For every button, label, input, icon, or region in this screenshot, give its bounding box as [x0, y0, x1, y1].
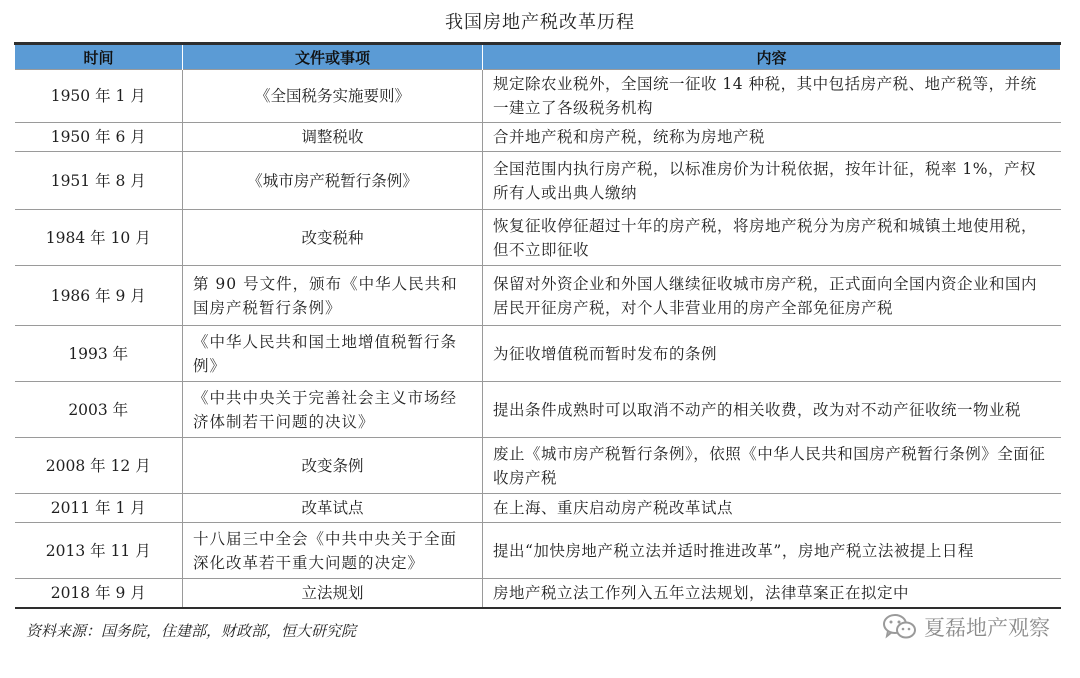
cell-time: 2013 年 11 月	[15, 523, 183, 579]
table-row	[15, 326, 1061, 382]
cell-content: 提出“加快房地产税立法并适时推进改革”，房地产税立法被提上日程	[483, 523, 1061, 579]
cell-content: 房地产税立法工作列入五年立法规划，法律草案正在拟定中	[483, 579, 1061, 609]
cell-time: 1950 年 6 月	[15, 123, 183, 152]
header-time: 时间	[15, 44, 183, 70]
table-row	[15, 123, 1061, 152]
watermark-text: 夏磊地产观察	[924, 616, 1050, 640]
cell-document: 第 90 号文件，颁布《中华人民共和国房产税暂行条例》	[183, 266, 483, 326]
reform-history-table-container	[14, 42, 1060, 609]
cell-content: 提出条件成熟时可以取消不动产的相关收费，改为对不动产征收统一物业税	[483, 382, 1061, 438]
table-row	[15, 579, 1061, 609]
cell-document: 改变税种	[183, 210, 483, 266]
cell-content: 保留对外资企业和外国人继续征收城市房产税，正式面向全国内资企业和国内居民开征房产税，对个人非营业用的房产全部免征房产税	[483, 266, 1061, 326]
cell-document: 改变条例	[183, 438, 483, 494]
cell-content: 规定除农业税外，全国统一征收 14 种税，其中包括房产税、地产税等，并统一建立了各级税务机构	[483, 70, 1061, 123]
cell-content: 为征收增值税而暂时发布的条例	[483, 326, 1061, 382]
cell-time: 2008 年 12 月	[15, 438, 183, 494]
reform-history-table	[14, 42, 1061, 609]
cell-time: 2003 年	[15, 382, 183, 438]
cell-document: 改革试点	[183, 494, 483, 523]
header-document: 文件或事项	[183, 44, 483, 70]
watermark	[882, 612, 1050, 642]
table-row	[15, 152, 1061, 210]
cell-content: 全国范围内执行房产税，以标准房价为计税依据，按年计征，税率 1%，产权所有人或出典人缴纳	[483, 152, 1061, 210]
cell-time: 1951 年 8 月	[15, 152, 183, 210]
source-note: 资料来源：国务院，住建部，财政部，恒大研究院	[26, 622, 357, 640]
table-header-row	[15, 44, 1061, 70]
wechat-icon	[882, 613, 918, 641]
cell-document: 《中共中央关于完善社会主义市场经济体制若干问题的决议》	[183, 382, 483, 438]
cell-document: 十八届三中全会《中共中央关于全面深化改革若干重大问题的决定》	[183, 523, 483, 579]
table-row	[15, 266, 1061, 326]
cell-content: 合并地产税和房产税，统称为房地产税	[483, 123, 1061, 152]
cell-time: 1993 年	[15, 326, 183, 382]
table-row	[15, 70, 1061, 123]
cell-time: 1986 年 9 月	[15, 266, 183, 326]
page-title: 我国房地产税改革历程	[445, 12, 635, 33]
cell-content: 在上海、重庆启动房产税改革试点	[483, 494, 1061, 523]
table-row	[15, 438, 1061, 494]
cell-document: 调整税收	[183, 123, 483, 152]
table-row	[15, 494, 1061, 523]
cell-content: 废止《城市房产税暂行条例》，依照《中华人民共和国房产税暂行条例》全面征收房产税	[483, 438, 1061, 494]
table-row	[15, 382, 1061, 438]
cell-document: 《中华人民共和国土地增值税暂行条例》	[183, 326, 483, 382]
cell-time: 2011 年 1 月	[15, 494, 183, 523]
cell-document: 《全国税务实施要则》	[183, 70, 483, 123]
table-row	[15, 523, 1061, 579]
cell-time: 2018 年 9 月	[15, 579, 183, 609]
cell-time: 1984 年 10 月	[15, 210, 183, 266]
cell-time: 1950 年 1 月	[15, 70, 183, 123]
table-row	[15, 210, 1061, 266]
cell-document: 《城市房产税暂行条例》	[183, 152, 483, 210]
cell-document: 立法规划	[183, 579, 483, 609]
header-content: 内容	[483, 44, 1061, 70]
cell-content: 恢复征收停征超过十年的房产税，将房地产税分为房产税和城镇土地使用税，但不立即征收	[483, 210, 1061, 266]
